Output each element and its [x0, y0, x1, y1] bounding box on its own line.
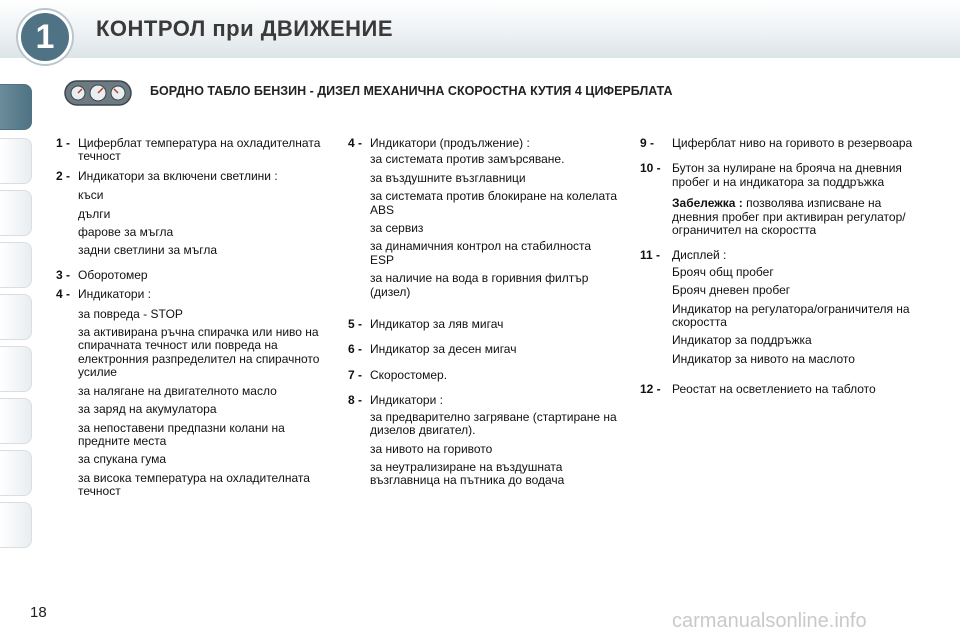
sub-item: фарове за мъгла	[78, 225, 174, 240]
item-number: 10 -	[640, 161, 661, 176]
sub-item: за спукана гума	[78, 452, 166, 467]
list-item	[56, 170, 326, 263]
sub-item: къси	[78, 188, 104, 203]
sub-item: за непоставени предпазни колани на предните места	[78, 420, 285, 448]
item-text: Скоростомер.	[370, 367, 448, 382]
item-text: Циферблат температура на охладителната течност	[78, 136, 321, 164]
chapter-number-badge: 1	[18, 10, 72, 64]
item-text: Дисплей :	[672, 248, 727, 263]
item-text: Циферблат ниво на горивото в резервоара	[672, 136, 913, 150]
sub-item: Брояч общ пробег	[672, 264, 774, 279]
item-number: 1 -	[56, 136, 71, 150]
item-text: Реостат на осветлението на таблото	[672, 382, 876, 397]
sub-item: за активирана ръчна спирачка или ниво на спирачната течност или повреда на електронния разпределител на спирачното усилие	[78, 325, 320, 380]
list-item	[640, 162, 920, 237]
note-label: Забележка :	[672, 196, 743, 211]
column-1	[56, 137, 326, 510]
sub-item: Индикатор за нивото на маслото	[672, 351, 855, 366]
sub-item: за системата против замърсяване.	[370, 152, 565, 167]
sub-item: Индикатор за поддръжка	[672, 333, 812, 348]
chapter-tab-7[interactable]	[0, 398, 32, 444]
sub-item: за сервиз	[370, 221, 424, 236]
sub-item: задни светлини за мъгла	[78, 243, 218, 258]
chapter-tab-9[interactable]	[0, 502, 32, 548]
item-text: Индикатори :	[370, 393, 443, 408]
list-item	[56, 288, 326, 503]
item-number: 11 -	[640, 248, 661, 263]
item-number: 4 -	[348, 136, 363, 150]
list-item	[56, 269, 326, 282]
sub-item: за неутрализиране на въздушната възглавница на пътника до водача	[370, 459, 565, 488]
list-item	[640, 249, 920, 371]
page-header	[0, 0, 960, 58]
list-item	[640, 137, 920, 150]
chapter-tab-1[interactable]	[0, 84, 32, 130]
sub-item: за въздушните възглавници	[370, 170, 526, 185]
note-text: позволява изписване на дневния пробег при активиран регулатор/ограничител на скоростта	[672, 196, 906, 238]
item-number: 8 -	[348, 393, 363, 408]
item-text: Индикатор за ляв мигач	[370, 317, 504, 332]
sub-item: за налягане на двигателното масло	[78, 383, 277, 398]
item-number: 2 -	[56, 168, 71, 183]
sub-item: Индикатор на регулатора/ограничителя на скоростта	[672, 301, 910, 330]
watermark: carmanualsonline.info	[672, 610, 867, 632]
chapter-tab-4[interactable]	[0, 242, 32, 288]
note	[672, 197, 920, 237]
item-text: Оборотомер	[78, 267, 148, 282]
sub-item: за повреда - STOP	[78, 306, 183, 321]
sub-item: за висока температура на охладителната течност	[78, 470, 310, 499]
item-number: 7 -	[348, 367, 363, 382]
list-item	[348, 137, 618, 304]
column-3	[640, 137, 920, 403]
chapter-tabs	[0, 66, 32, 576]
sub-item: дълги	[78, 206, 111, 221]
item-number: 4 -	[56, 287, 71, 302]
item-text: Индикатор за десен мигач	[370, 342, 517, 357]
item-number: 6 -	[348, 342, 363, 357]
item-text: Индикатори за включени светлини :	[78, 168, 278, 183]
item-number: 3 -	[56, 267, 71, 282]
chapter-tab-8[interactable]	[0, 450, 32, 496]
chapter-tab-2[interactable]	[0, 138, 32, 184]
chapter-tab-5[interactable]	[0, 294, 32, 340]
item-text: Индикатори (продължение) :	[370, 136, 530, 150]
list-item	[348, 394, 618, 492]
item-text: Индикатори :	[78, 287, 151, 302]
page-number: 18	[30, 604, 47, 621]
item-number: 9 -	[640, 136, 655, 150]
chapter-tab-6[interactable]	[0, 346, 32, 392]
sub-item: за заряд на акумулатора	[78, 402, 217, 417]
instrument-cluster-icon	[64, 78, 132, 108]
chapter-tab-3[interactable]	[0, 190, 32, 236]
item-number: 5 -	[348, 317, 363, 332]
sub-item: за нивото на горивото	[370, 441, 493, 456]
list-item	[640, 383, 920, 396]
list-item	[56, 137, 326, 164]
section-title: БОРДНО ТАБЛО БЕНЗИН - ДИЗЕЛ МЕХАНИЧНА СКОРОСТНА КУТИЯ 4 ЦИФЕРБЛАТА	[150, 84, 673, 98]
list-item	[348, 369, 618, 382]
list-item	[348, 318, 618, 331]
item-text: Бутон за нулиране на брояча на дневния пробег и на индикатора за поддръжка	[672, 161, 902, 189]
sub-item: за динамичния контрол на стабилноста ESP	[370, 239, 592, 267]
column-2	[348, 137, 618, 499]
item-number: 12 -	[640, 382, 661, 397]
list-item	[348, 343, 618, 356]
chapter-title: КОНТРОЛ при ДВИЖЕНИЕ	[96, 16, 394, 41]
sub-item: Брояч дневен пробег	[672, 283, 791, 298]
sub-item: за системата против блокиране на колелата ABS	[370, 189, 618, 217]
sub-item: за предварително загряване (стартиране на дизелов двигател).	[370, 409, 617, 438]
sub-item: за наличие на вода в горивния филтър (дизел)	[370, 271, 589, 299]
